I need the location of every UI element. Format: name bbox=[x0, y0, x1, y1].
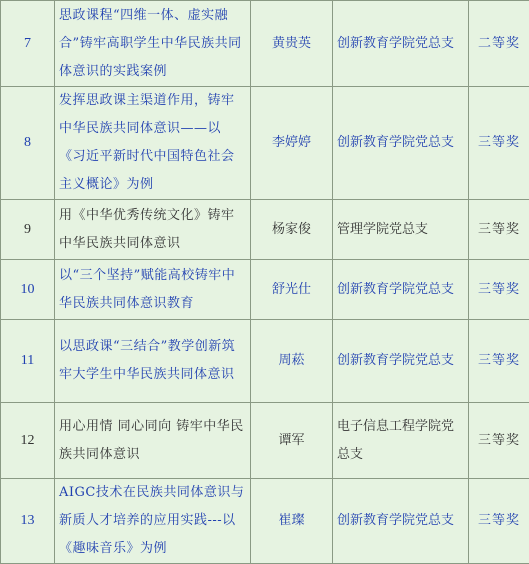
award-level: 三等奖 bbox=[469, 320, 529, 403]
case-title: 思政课程“四维一体、虚实融合”铸牢高职学生中华民族共同体意识的实践案例 bbox=[55, 1, 251, 87]
row-number: 9 bbox=[1, 200, 55, 260]
award-level: 三等奖 bbox=[469, 260, 529, 320]
row-number: 7 bbox=[1, 1, 55, 87]
author-name: 谭军 bbox=[251, 403, 333, 479]
author-name: 黄贵英 bbox=[251, 1, 333, 87]
case-title: 发挥思政课主渠道作用，铸牢中华民族共同体意识——以《习近平新时代中国特色社会主义概论》为例 bbox=[55, 87, 251, 200]
case-title: 以“三个坚持”赋能高校铸牢中华民族共同体意识教育 bbox=[55, 260, 251, 320]
unit-name: 创新教育学院党总支 bbox=[333, 87, 469, 200]
table-row bbox=[1, 200, 529, 260]
unit-name: 创新教育学院党总支 bbox=[333, 320, 469, 403]
author-name: 李婷婷 bbox=[251, 87, 333, 200]
author-name: 杨家俊 bbox=[251, 200, 333, 260]
unit-name: 电子信息工程学院党总支 bbox=[333, 403, 469, 479]
unit-name: 创新教育学院党总支 bbox=[333, 479, 469, 564]
award-level: 三等奖 bbox=[469, 200, 529, 260]
case-title: 用《中华优秀传统文化》铸牢中华民族共同体意识 bbox=[55, 200, 251, 260]
table-row bbox=[1, 403, 529, 479]
author-name: 舒光仕 bbox=[251, 260, 333, 320]
table-row bbox=[1, 1, 529, 87]
row-number: 10 bbox=[1, 260, 55, 320]
row-number: 12 bbox=[1, 403, 55, 479]
author-name: 周菘 bbox=[251, 320, 333, 403]
table-row bbox=[1, 87, 529, 200]
table-row bbox=[1, 479, 529, 564]
row-number: 13 bbox=[1, 479, 55, 564]
award-level: 二等奖 bbox=[469, 1, 529, 87]
case-title: 以思政课“三结合”教学创新筑牢大学生中华民族共同体意识 bbox=[55, 320, 251, 403]
award-level: 三等奖 bbox=[469, 479, 529, 564]
unit-name: 管理学院党总支 bbox=[333, 200, 469, 260]
award-level: 三等奖 bbox=[469, 87, 529, 200]
unit-name: 创新教育学院党总支 bbox=[333, 260, 469, 320]
table-row bbox=[1, 260, 529, 320]
author-name: 崔璨 bbox=[251, 479, 333, 564]
row-number: 8 bbox=[1, 87, 55, 200]
case-title: 用心用情 同心同向 铸牢中华民族共同体意识 bbox=[55, 403, 251, 479]
award-level: 三等奖 bbox=[469, 403, 529, 479]
table-row bbox=[1, 320, 529, 403]
row-number: 11 bbox=[1, 320, 55, 403]
case-title: AIGC技术在民族共同体意识与新质人才培养的应用实践---以《趣味音乐》为例 bbox=[55, 479, 251, 564]
unit-name: 创新教育学院党总支 bbox=[333, 1, 469, 87]
